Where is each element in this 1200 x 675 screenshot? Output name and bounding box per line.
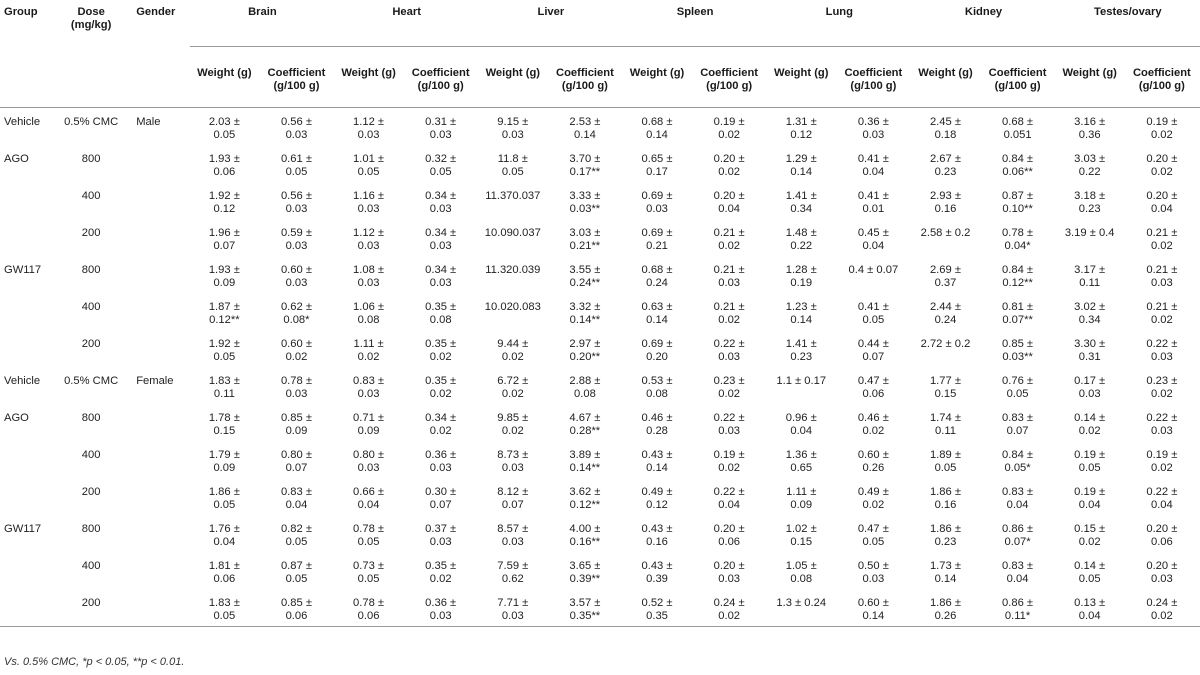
cell-weight: 10.020.083	[484, 301, 541, 313]
cell-weight: 1.3 ± 0.24	[767, 589, 835, 627]
cell-coefficient: 0.47 ± 0.06	[857, 375, 889, 400]
cell-coefficient: 3.65 ± 0.39**	[569, 560, 601, 585]
cell-coefficient: 0.21 ± 0.02	[713, 301, 745, 326]
cell-coefficient: 0.21 ± 0.03	[1146, 264, 1178, 289]
table-row	[0, 367, 1200, 404]
cell-coefficient: 0.20 ± 0.04	[1146, 190, 1178, 215]
cell-coefficient: 4.00 ± 0.16**	[569, 523, 601, 548]
cell-coefficient: 0.35 ± 0.02	[425, 338, 457, 363]
cell-coefficient: 2.97 ± 0.20**	[569, 338, 601, 363]
cell-weight: 8.73 ± 0.03	[497, 449, 529, 474]
cell-weight: 1.12 ± 0.03	[335, 108, 403, 146]
cell-weight: 0.68 ± 0.24	[641, 264, 673, 289]
cell-coefficient: 0.60 ± 0.03	[280, 264, 312, 289]
cell-coefficient: 0.60 ± 0.26	[857, 449, 889, 474]
cell-weight: 9.15 ± 0.03	[479, 108, 547, 146]
cell-dose: 400	[81, 190, 101, 202]
table-header	[0, 0, 1200, 108]
cell-group	[0, 552, 56, 589]
subheader-weight: Weight (g)	[1056, 47, 1124, 108]
cell-weight: 1.92 ± 0.05	[208, 338, 240, 363]
cell-coefficient: 0.35 ± 0.08	[425, 301, 457, 326]
cell-coefficient: 0.37 ± 0.03	[425, 523, 457, 548]
cell-weight: 9.44 ± 0.02	[497, 338, 529, 363]
header-organ-lung: Lung	[767, 0, 911, 47]
cell-coefficient: 0.41 ± 0.04	[857, 153, 889, 178]
cell-weight: 1.11 ± 0.09	[786, 486, 817, 511]
cell-coefficient: 0.50 ± 0.03	[857, 560, 889, 585]
cell-weight: 0.78 ± 0.05	[353, 523, 385, 548]
cell-weight: 8.57 ± 0.03	[497, 523, 529, 548]
cell-coefficient: 0.22 ± 0.04	[1146, 486, 1178, 511]
cell-weight: 1.76 ± 0.04	[208, 523, 240, 548]
cell-coefficient: 0.83 ± 0.04	[1002, 560, 1034, 585]
subheader-blank	[56, 47, 126, 108]
cell-coefficient: 3.55 ± 0.24**	[569, 264, 601, 289]
subheader-weight: Weight (g)	[335, 47, 403, 108]
cell-dose: 800	[81, 412, 101, 424]
cell-weight: 3.17 ± 0.11	[1074, 264, 1106, 289]
cell-gender	[126, 441, 190, 478]
cell-weight: 0.14 ± 0.05	[1074, 560, 1106, 585]
cell-coefficient: 0.46 ± 0.02	[857, 412, 889, 437]
cell-weight: 10.090.037	[484, 227, 541, 239]
cell-weight: 2.45 ± 0.18	[911, 108, 979, 146]
cell-coefficient: 0.84 ± 0.05*	[1002, 449, 1034, 474]
cell-coefficient: 0.84 ± 0.12**	[1002, 264, 1034, 289]
cell-weight: 1.77 ± 0.15	[929, 375, 961, 400]
cell-gender: Female	[136, 375, 174, 387]
cell-weight: 1.86 ± 0.23	[929, 523, 961, 548]
cell-coefficient: 0.80 ± 0.07	[280, 449, 312, 474]
cell-weight: 1.74 ± 0.11	[929, 412, 961, 437]
cell-weight: 0.96 ± 0.04	[785, 412, 817, 437]
table-row	[0, 182, 1200, 219]
cell-coefficient: 0.87 ± 0.05	[280, 560, 312, 585]
subheader-blank	[126, 47, 190, 108]
table-row	[0, 515, 1200, 552]
table-row	[0, 478, 1200, 515]
cell-weight: 11.320.039	[485, 264, 541, 276]
cell-coefficient: 0.68 ± 0.051	[980, 108, 1056, 146]
cell-dose: 400	[81, 560, 101, 572]
cell-gender	[126, 293, 190, 330]
cell-coefficient: 0.34 ± 0.03	[425, 227, 457, 252]
cell-dose: 800	[81, 264, 101, 276]
cell-coefficient: 0.23 ± 0.02	[1146, 375, 1178, 400]
cell-dose: 800	[81, 523, 101, 535]
cell-weight: 0.43 ± 0.14	[641, 449, 673, 474]
cell-weight: 1.73 ± 0.14	[929, 560, 961, 585]
cell-weight: 1.83 ± 0.05	[190, 589, 258, 627]
cell-coefficient: 0.19 ± 0.02	[1124, 108, 1200, 146]
cell-weight: 11.370.037	[485, 190, 541, 202]
cell-weight: 2.69 ± 0.37	[929, 264, 961, 289]
table-row	[0, 108, 1200, 146]
cell-weight: 7.59 ± 0.62	[497, 560, 529, 585]
cell-weight: 1.06 ± 0.08	[353, 301, 385, 326]
cell-dose: 200	[81, 486, 101, 498]
header-organ-spleen: Spleen	[623, 0, 767, 47]
cell-weight: 1.86 ± 0.05	[208, 486, 240, 511]
cell-weight: 0.46 ± 0.28	[641, 412, 673, 437]
cell-weight: 1.78 ± 0.15	[208, 412, 240, 437]
cell-weight: 0.69 ± 0.21	[641, 227, 673, 252]
cell-coefficient: 3.57 ± 0.35**	[547, 589, 623, 627]
cell-coefficient: 0.20 ± 0.02	[1146, 153, 1178, 178]
cell-coefficient: 0.20 ± 0.06	[713, 523, 745, 548]
cell-weight: 1.96 ± 0.07	[208, 227, 240, 252]
cell-weight: 3.16 ± 0.36	[1056, 108, 1124, 146]
cell-weight: 1.29 ± 0.14	[785, 153, 817, 178]
cell-gender	[126, 145, 190, 182]
cell-gender	[126, 515, 190, 552]
cell-coefficient: 0.85 ± 0.09	[280, 412, 312, 437]
footnote: Vs. 0.5% CMC, *p < 0.05, **p < 0.01.	[4, 656, 185, 668]
cell-coefficient: 3.33 ± 0.03**	[569, 190, 601, 215]
table-row	[0, 293, 1200, 330]
cell-weight: 0.65 ± 0.17	[641, 153, 673, 178]
cell-coefficient: 0.83 ± 0.07	[1002, 412, 1034, 437]
cell-coefficient: 4.67 ± 0.28**	[569, 412, 601, 437]
cell-weight: 3.18 ± 0.23	[1074, 190, 1106, 215]
cell-coefficient: 0.23 ± 0.02	[713, 375, 745, 400]
cell-weight: 3.03 ± 0.22	[1074, 153, 1106, 178]
cell-coefficient: 0.36 ± 0.03	[835, 108, 911, 146]
cell-coefficient: 2.88 ± 0.08	[569, 375, 601, 400]
cell-coefficient: 0.60 ± 0.14	[835, 589, 911, 627]
cell-weight: 1.16 ± 0.03	[353, 190, 385, 215]
cell-coefficient: 0.41 ± 0.01	[857, 190, 889, 215]
cell-weight: 0.19 ± 0.04	[1074, 486, 1106, 511]
cell-coefficient: 0.44 ± 0.07	[857, 338, 889, 363]
cell-gender	[126, 589, 190, 627]
table-row	[0, 404, 1200, 441]
cell-weight: 0.19 ± 0.05	[1074, 449, 1106, 474]
header-gender: Gender	[136, 6, 176, 18]
subheader-coefficient: Coefficient (g/100 g)	[835, 47, 911, 108]
cell-gender	[126, 478, 190, 515]
cell-weight: 1.11 ± 0.02	[353, 338, 384, 363]
cell-coefficient: 0.84 ± 0.06**	[1002, 153, 1034, 178]
cell-weight: 3.02 ± 0.34	[1074, 301, 1106, 326]
cell-weight: 0.73 ± 0.05	[353, 560, 385, 585]
cell-coefficient: 0.49 ± 0.02	[857, 486, 889, 511]
cell-weight: 2.58 ± 0.2	[920, 227, 971, 239]
cell-weight: 1.31 ± 0.12	[767, 108, 835, 146]
cell-weight: 1.05 ± 0.08	[785, 560, 817, 585]
cell-coefficient: 0.56 ± 0.03	[280, 190, 312, 215]
cell-dose: 0.5% CMC	[56, 108, 126, 146]
header-dose: Dose (mg/kg)	[70, 6, 112, 31]
cell-dose: 800	[81, 153, 101, 165]
cell-coefficient: 3.32 ± 0.14**	[569, 301, 601, 326]
cell-coefficient: 3.03 ± 0.21**	[569, 227, 601, 252]
cell-weight: 1.36 ± 0.65	[785, 449, 817, 474]
cell-coefficient: 0.22 ± 0.03	[1146, 338, 1178, 363]
subheader-weight: Weight (g)	[190, 47, 258, 108]
cell-coefficient: 0.78 ± 0.04*	[1002, 227, 1034, 252]
cell-weight: 2.67 ± 0.23	[929, 153, 961, 178]
cell-coefficient: 0.36 ± 0.03	[403, 589, 479, 627]
table-row	[0, 441, 1200, 478]
cell-coefficient: 3.62 ± 0.12**	[569, 486, 601, 511]
cell-coefficient: 0.56 ± 0.03	[258, 108, 334, 146]
cell-weight: 2.03 ± 0.05	[190, 108, 258, 146]
cell-group: AGO	[4, 153, 29, 165]
cell-weight: 0.14 ± 0.02	[1074, 412, 1106, 437]
cell-weight: 0.78 ± 0.06	[335, 589, 403, 627]
table-row	[0, 219, 1200, 256]
cell-weight: 0.43 ± 0.16	[641, 523, 673, 548]
cell-coefficient: 0.31 ± 0.03	[403, 108, 479, 146]
cell-coefficient: 0.45 ± 0.04	[857, 227, 889, 252]
cell-weight: 1.93 ± 0.06	[208, 153, 240, 178]
cell-gender	[126, 256, 190, 293]
cell-coefficient: 0.87 ± 0.10**	[1002, 190, 1034, 215]
cell-weight: 0.63 ± 0.14	[641, 301, 673, 326]
cell-weight: 0.52 ± 0.35	[623, 589, 691, 627]
cell-weight: 1.12 ± 0.03	[353, 227, 385, 252]
subheader-coefficient: Coefficient (g/100 g)	[980, 47, 1056, 108]
table-body	[0, 108, 1200, 627]
cell-weight: 0.43 ± 0.39	[641, 560, 673, 585]
cell-group	[0, 478, 56, 515]
cell-coefficient: 0.21 ± 0.02	[1146, 227, 1178, 252]
cell-weight: 1.89 ± 0.05	[929, 449, 961, 474]
cell-coefficient: 0.20 ± 0.02	[713, 153, 745, 178]
subheader-coefficient: Coefficient (g/100 g)	[1124, 47, 1200, 108]
cell-group	[0, 589, 56, 627]
cell-weight: 11.8 ± 0.05	[497, 153, 528, 178]
cell-coefficient: 0.24 ± 0.02	[1124, 589, 1200, 627]
cell-coefficient: 0.20 ± 0.03	[713, 560, 745, 585]
cell-weight: 8.12 ± 0.07	[497, 486, 529, 511]
subheader-row	[0, 47, 1200, 108]
cell-coefficient: 0.83 ± 0.04	[1002, 486, 1034, 511]
cell-coefficient: 0.22 ± 0.03	[1146, 412, 1178, 437]
cell-weight: 0.83 ± 0.03	[353, 375, 385, 400]
cell-coefficient: 0.34 ± 0.02	[425, 412, 457, 437]
cell-dose: 200	[81, 227, 101, 239]
cell-coefficient: 0.20 ± 0.03	[1146, 560, 1178, 585]
cell-weight: 1.86 ± 0.26	[911, 589, 979, 627]
table-row	[0, 145, 1200, 182]
table-row	[0, 589, 1200, 627]
cell-weight: 1.48 ± 0.22	[785, 227, 817, 252]
cell-group: GW117	[4, 264, 42, 276]
cell-coefficient: 0.24 ± 0.02	[691, 589, 767, 627]
cell-weight: 0.17 ± 0.03	[1074, 375, 1106, 400]
cell-gender	[126, 404, 190, 441]
cell-weight: 1.92 ± 0.12	[208, 190, 240, 215]
cell-weight: 2.93 ± 0.16	[929, 190, 961, 215]
cell-coefficient: 3.70 ± 0.17**	[569, 153, 601, 178]
header-organ-testes-ovary: Testes/ovary	[1056, 0, 1200, 47]
cell-weight: 1.41 ± 0.34	[785, 190, 817, 215]
cell-weight: 1.79 ± 0.09	[208, 449, 240, 474]
header-organ-liver: Liver	[479, 0, 623, 47]
subheader-weight: Weight (g)	[911, 47, 979, 108]
cell-weight: 2.44 ± 0.24	[929, 301, 961, 326]
cell-weight: 0.49 ± 0.12	[641, 486, 673, 511]
cell-weight: 3.30 ± 0.31	[1074, 338, 1106, 363]
cell-group	[0, 293, 56, 330]
cell-coefficient: 0.82 ± 0.05	[280, 523, 312, 548]
cell-coefficient: 3.89 ± 0.14**	[569, 449, 601, 474]
cell-dose: 400	[81, 449, 101, 461]
cell-weight: 1.81 ± 0.06	[208, 560, 240, 585]
cell-group: Vehicle	[4, 375, 41, 387]
cell-group	[0, 330, 56, 367]
cell-weight: 0.69 ± 0.20	[641, 338, 673, 363]
table-row	[0, 256, 1200, 293]
cell-weight: 0.68 ± 0.14	[623, 108, 691, 146]
cell-coefficient: 0.34 ± 0.03	[425, 264, 457, 289]
cell-coefficient: 0.36 ± 0.03	[425, 449, 457, 474]
cell-coefficient: 0.86 ± 0.07*	[1002, 523, 1034, 548]
cell-weight: 0.66 ± 0.04	[353, 486, 385, 511]
cell-weight: 1.41 ± 0.23	[785, 338, 817, 363]
cell-coefficient: 0.21 ± 0.02	[1146, 301, 1178, 326]
cell-dose: 400	[81, 301, 101, 313]
cell-coefficient: 0.62 ± 0.08*	[280, 301, 312, 326]
cell-group: GW117	[4, 523, 42, 535]
cell-coefficient: 0.21 ± 0.03	[713, 264, 745, 289]
cell-weight: 3.19 ± 0.4	[1064, 227, 1115, 239]
cell-weight: 0.71 ± 0.09	[353, 412, 385, 437]
subheader-coefficient: Coefficient (g/100 g)	[403, 47, 479, 108]
cell-coefficient: 0.21 ± 0.02	[713, 227, 745, 252]
cell-coefficient: 0.83 ± 0.04	[280, 486, 312, 511]
cell-dose: 200	[81, 338, 101, 350]
cell-group: AGO	[4, 412, 29, 424]
cell-gender	[126, 182, 190, 219]
cell-weight: 9.85 ± 0.02	[497, 412, 529, 437]
cell-weight: 0.13 ± 0.04	[1056, 589, 1124, 627]
table-row	[0, 330, 1200, 367]
cell-weight: 1.86 ± 0.16	[929, 486, 961, 511]
cell-coefficient: 0.22 ± 0.04	[713, 486, 745, 511]
cell-gender	[126, 219, 190, 256]
cell-coefficient: 0.47 ± 0.05	[857, 523, 889, 548]
cell-group	[0, 219, 56, 256]
cell-coefficient: 0.20 ± 0.06	[1146, 523, 1178, 548]
cell-weight: 1.01 ± 0.05	[353, 153, 385, 178]
cell-coefficient: 0.35 ± 0.02	[425, 560, 457, 585]
cell-group: Vehicle	[0, 108, 56, 146]
header-organ-heart: Heart	[335, 0, 479, 47]
cell-weight: 1.02 ± 0.15	[785, 523, 817, 548]
cell-weight: 6.72 ± 0.02	[497, 375, 529, 400]
cell-weight: 1.83 ± 0.11	[208, 375, 240, 400]
cell-coefficient: 0.41 ± 0.05	[857, 301, 889, 326]
cell-weight: 1.87 ± 0.12**	[208, 301, 240, 326]
cell-weight: 7.71 ± 0.03	[479, 589, 547, 627]
table-row	[0, 552, 1200, 589]
cell-weight: 2.72 ± 0.2	[920, 338, 971, 350]
cell-coefficient: 0.19 ± 0.02	[691, 108, 767, 146]
cell-gender	[126, 330, 190, 367]
subheader-weight: Weight (g)	[623, 47, 691, 108]
cell-coefficient: 0.76 ± 0.05	[1002, 375, 1034, 400]
cell-group	[0, 441, 56, 478]
subheader-weight: Weight (g)	[767, 47, 835, 108]
cell-weight: 0.15 ± 0.02	[1074, 523, 1106, 548]
subheader-weight: Weight (g)	[479, 47, 547, 108]
header-organ-brain: Brain	[190, 0, 334, 47]
cell-coefficient: 0.85 ± 0.06	[258, 589, 334, 627]
cell-coefficient: 0.78 ± 0.03	[280, 375, 312, 400]
cell-coefficient: 0.22 ± 0.03	[713, 412, 745, 437]
cell-coefficient: 2.53 ± 0.14	[547, 108, 623, 146]
cell-weight: 1.93 ± 0.09	[208, 264, 240, 289]
cell-weight: 0.80 ± 0.03	[353, 449, 385, 474]
cell-coefficient: 0.19 ± 0.02	[1146, 449, 1178, 474]
cell-coefficient: 0.32 ± 0.05	[425, 153, 457, 178]
cell-coefficient: 0.86 ± 0.11*	[980, 589, 1056, 627]
cell-coefficient: 0.81 ± 0.07**	[1002, 301, 1034, 326]
cell-coefficient: 0.22 ± 0.03	[713, 338, 745, 363]
cell-coefficient: 0.4 ± 0.07	[848, 264, 899, 276]
cell-coefficient: 0.60 ± 0.02	[280, 338, 312, 363]
cell-coefficient: 0.35 ± 0.02	[425, 375, 457, 400]
cell-dose: 0.5% CMC	[64, 375, 119, 387]
cell-gender: Male	[126, 108, 190, 146]
subheader-coefficient: Coefficient (g/100 g)	[258, 47, 334, 108]
cell-weight: 1.08 ± 0.03	[353, 264, 385, 289]
subheader-blank	[0, 47, 56, 108]
cell-weight: 0.69 ± 0.03	[641, 190, 673, 215]
cell-coefficient: 0.20 ± 0.04	[713, 190, 745, 215]
cell-dose: 200	[56, 589, 126, 627]
cell-coefficient: 0.59 ± 0.03	[280, 227, 312, 252]
cell-coefficient: 0.19 ± 0.02	[713, 449, 745, 474]
cell-weight: 1.1 ± 0.17	[776, 375, 827, 387]
header-group: Group	[4, 6, 38, 18]
cell-weight: 1.28 ± 0.19	[785, 264, 817, 289]
header-organ-kidney: Kidney	[911, 0, 1055, 47]
cell-coefficient: 0.30 ± 0.07	[425, 486, 457, 511]
cell-group	[0, 182, 56, 219]
cell-weight: 0.53 ± 0.08	[641, 375, 673, 400]
cell-coefficient: 0.85 ± 0.03**	[1002, 338, 1034, 363]
cell-gender	[126, 552, 190, 589]
subheader-coefficient: Coefficient (g/100 g)	[691, 47, 767, 108]
cell-coefficient: 0.61 ± 0.05	[280, 153, 312, 178]
cell-coefficient: 0.34 ± 0.03	[425, 190, 457, 215]
subheader-coefficient: Coefficient (g/100 g)	[547, 47, 623, 108]
cell-weight: 1.23 ± 0.14	[785, 301, 817, 326]
